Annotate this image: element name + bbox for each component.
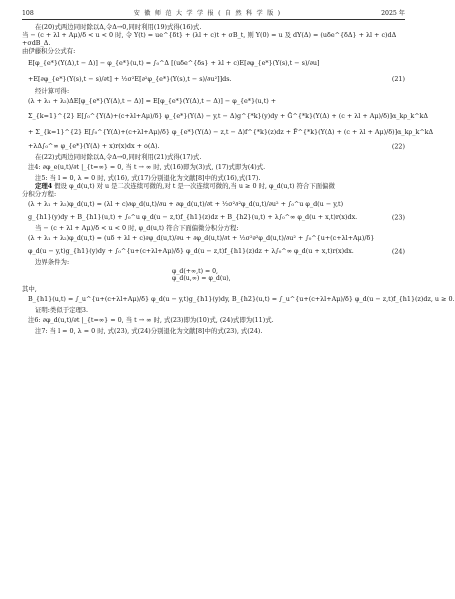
paragraph: 其中, bbox=[22, 284, 37, 293]
theorem-4 bbox=[22, 182, 405, 190]
equation-number: (22) bbox=[391, 142, 405, 150]
page-number: 108 bbox=[22, 10, 34, 17]
boundary-condition: φ_d(u,∞) = φ_d(u), bbox=[172, 275, 231, 283]
paragraph: +σdB_Δ. bbox=[22, 39, 51, 47]
note-6: 注6: ∂φ_d(u,t)/∂t |_{t=∞} = 0, 当 t → ∞ 时, 式(23)即为(10)式, (24)式即为(11)式. bbox=[28, 315, 274, 324]
paragraph: 在(22)式两边同时除以Δ,令Δ→0,同时利用(21)式得(17)式. bbox=[35, 153, 202, 161]
boundary-condition: φ_d(+∞,t) = 0, bbox=[172, 268, 219, 275]
paragraph: 由伊藤积分公式有: bbox=[22, 47, 76, 55]
paragraph: 边界条件为: bbox=[35, 258, 70, 266]
paragraph: 经计算可得: bbox=[35, 87, 70, 95]
equation-23-line-1: (λ + λ₁ + λ₂)φ_d(u,t) = (λl + c)∂φ_d(u,t)/∂u + ∂φ_d(u,t)/∂t + ½σ²∂²φ_d(u,t)/∂u² + ∫₀^u φ_d(u − y,t) bbox=[28, 200, 344, 208]
note-5: 注5: 当 l = 0, λ = 0 时, 式(16), 式(17)分别退化为文献[8]中的式(16),式(17). bbox=[35, 174, 261, 182]
year: 2025 年 bbox=[381, 10, 405, 17]
equation-21-line-2: +E[∂φ_{e*}(Y(s),t − s)/∂t] + ½σ²E[∂²φ_{e*}(Y(s),t − s)/∂u²]]ds. (21) bbox=[22, 71, 405, 87]
equation-24-line-2: φ_d(u − y,t)g_{h1}(y)dy + ∫₀^{u+(c+λl+Aμ)/δ} φ_d(u − z,t)f_{h1}(z)dz + λ∫₀^∞ φ_d(u + x,t)r(x)dx. (24) bbox=[22, 245, 405, 258]
running-header bbox=[22, 8, 405, 20]
paragraph: 当 − (c + λl + Aμ)/δ < u < 0 时, 令 Y(t) = ue^{δt} + (λl + c)t + σB_t, 则 Y(0) = u 及 dY(Δ) = (uδe^{δΔ} + λl + c)dΔ bbox=[22, 31, 397, 39]
equation-22-line-3: + Σ_{k=1}^{2} E[∫₀^{Y(Δ)+(c+λl+Aμ)/δ} φ_{e*}(Y(Δ) − z,t − Δ)f^{*k}(z)dz + F̄^{*k}(Y(Δ) + (c + λl + Aμ)/δ)]α_kρ_k^kΔ bbox=[28, 128, 434, 136]
equation-23-line-2: g_{h1}(y)dy + B_{h1}(u,t) + ∫₀^u φ_d(u − z,t)f_{h1}(z)dz + B_{h2}(u,t) + λ∫₀^∞ φ_d(u + x,t)r(x)dx. (23) bbox=[22, 211, 405, 224]
equation-number: (24) bbox=[391, 247, 405, 255]
paragraph: 在(20)式两边同时除以Δ,令Δ→0,同时利用(19)式得(16)式. bbox=[35, 23, 202, 31]
definition-b: B_{h1}(u,t) = ∫_u^{u+(c+λl+Aμ)/δ} φ_d(u − y,t)g_{h1}(y)dy, B_{h2}(u,t) = ∫_u^{u+(c+λl+Aμ)/δ} φ_d(u − z,t)f_{h1}(z)dz, u ≥ 0. bbox=[28, 294, 455, 303]
theorem-label: 定理4 bbox=[35, 182, 53, 190]
journal-title: 安 徽 师 范 大 学 学 报 ( 自 然 科 学 版 ) bbox=[133, 10, 282, 17]
equation-22-line-4: +λΔ∫₀^∞ φ_{e*}(Y(Δ) + x)r(x)dx + o(Δ). (22) bbox=[22, 140, 405, 153]
paragraph: 当 − (c + λl + Aμ)/δ < u < 0 时, φ_d(u,t) 符合下面偏微分积分方程: bbox=[35, 224, 239, 232]
proof: 证明:类似于定理3. bbox=[35, 305, 88, 314]
paragraph: 分积分方程: bbox=[22, 190, 57, 198]
note-4: 注4: ∂φ_e(u,t)/∂t |_{t=∞} = 0, 当 t → ∞ 时, 式(16)即为(3)式, (17)式即为(4)式. bbox=[28, 163, 266, 171]
equation-22-line-2: Σ_{k=1}^{2} E[∫₀^{Y(Δ)+(c+λl+Aμ)/δ} φ_{e*}(Y(Δ) − y,t − Δ)g^{*k}(y)dy + Ḡ^{*k}(Y(Δ) + (c + λl + Aμ)/δ)]α_kρ_k^kΔ bbox=[28, 112, 429, 120]
equation-22-line-1: (λ + λ₁ + λ₂)ΔE[φ_{e*}(Y(Δ),t − Δ)] = E[φ_{e*}(Y(Δ),t − Δ)] − φ_{e*}(u,t) + bbox=[28, 97, 277, 105]
equation-number: (21) bbox=[391, 75, 405, 83]
theorem-text: 假设 φ_d(u,t) 对 u 是二次连续可微的,对 t 是一次连续可微的,当 u ≥ 0 时, φ_d(u,t) 符合下面偏微 bbox=[54, 182, 335, 190]
equation-24-line-1: (λ + λ₁ + λ₂)φ_d(u,t) = (uδ + λl + c)∂φ_d(u,t)/∂u + ∂φ_d(u,t)/∂t + ½σ²∂²φ_d(u,t)/∂u² + ∫₀^{u+(c+λl+Aμ)/δ} bbox=[28, 234, 375, 242]
note-7: 注7: 当 l = 0, λ = 0 时, 式(23), 式(24)分别退化为文献[8]中的式(23), 式(24). bbox=[35, 326, 263, 335]
equation-21-line-1: E[φ_{e*}(Y(Δ),t − Δ)] − φ_{e*}(u,t) = ∫₀^Δ [(uδe^{δs} + λl + c)E[∂φ_{e*}(Y(s),t − s)/∂u] bbox=[28, 59, 320, 67]
equation-number: (23) bbox=[391, 213, 405, 221]
